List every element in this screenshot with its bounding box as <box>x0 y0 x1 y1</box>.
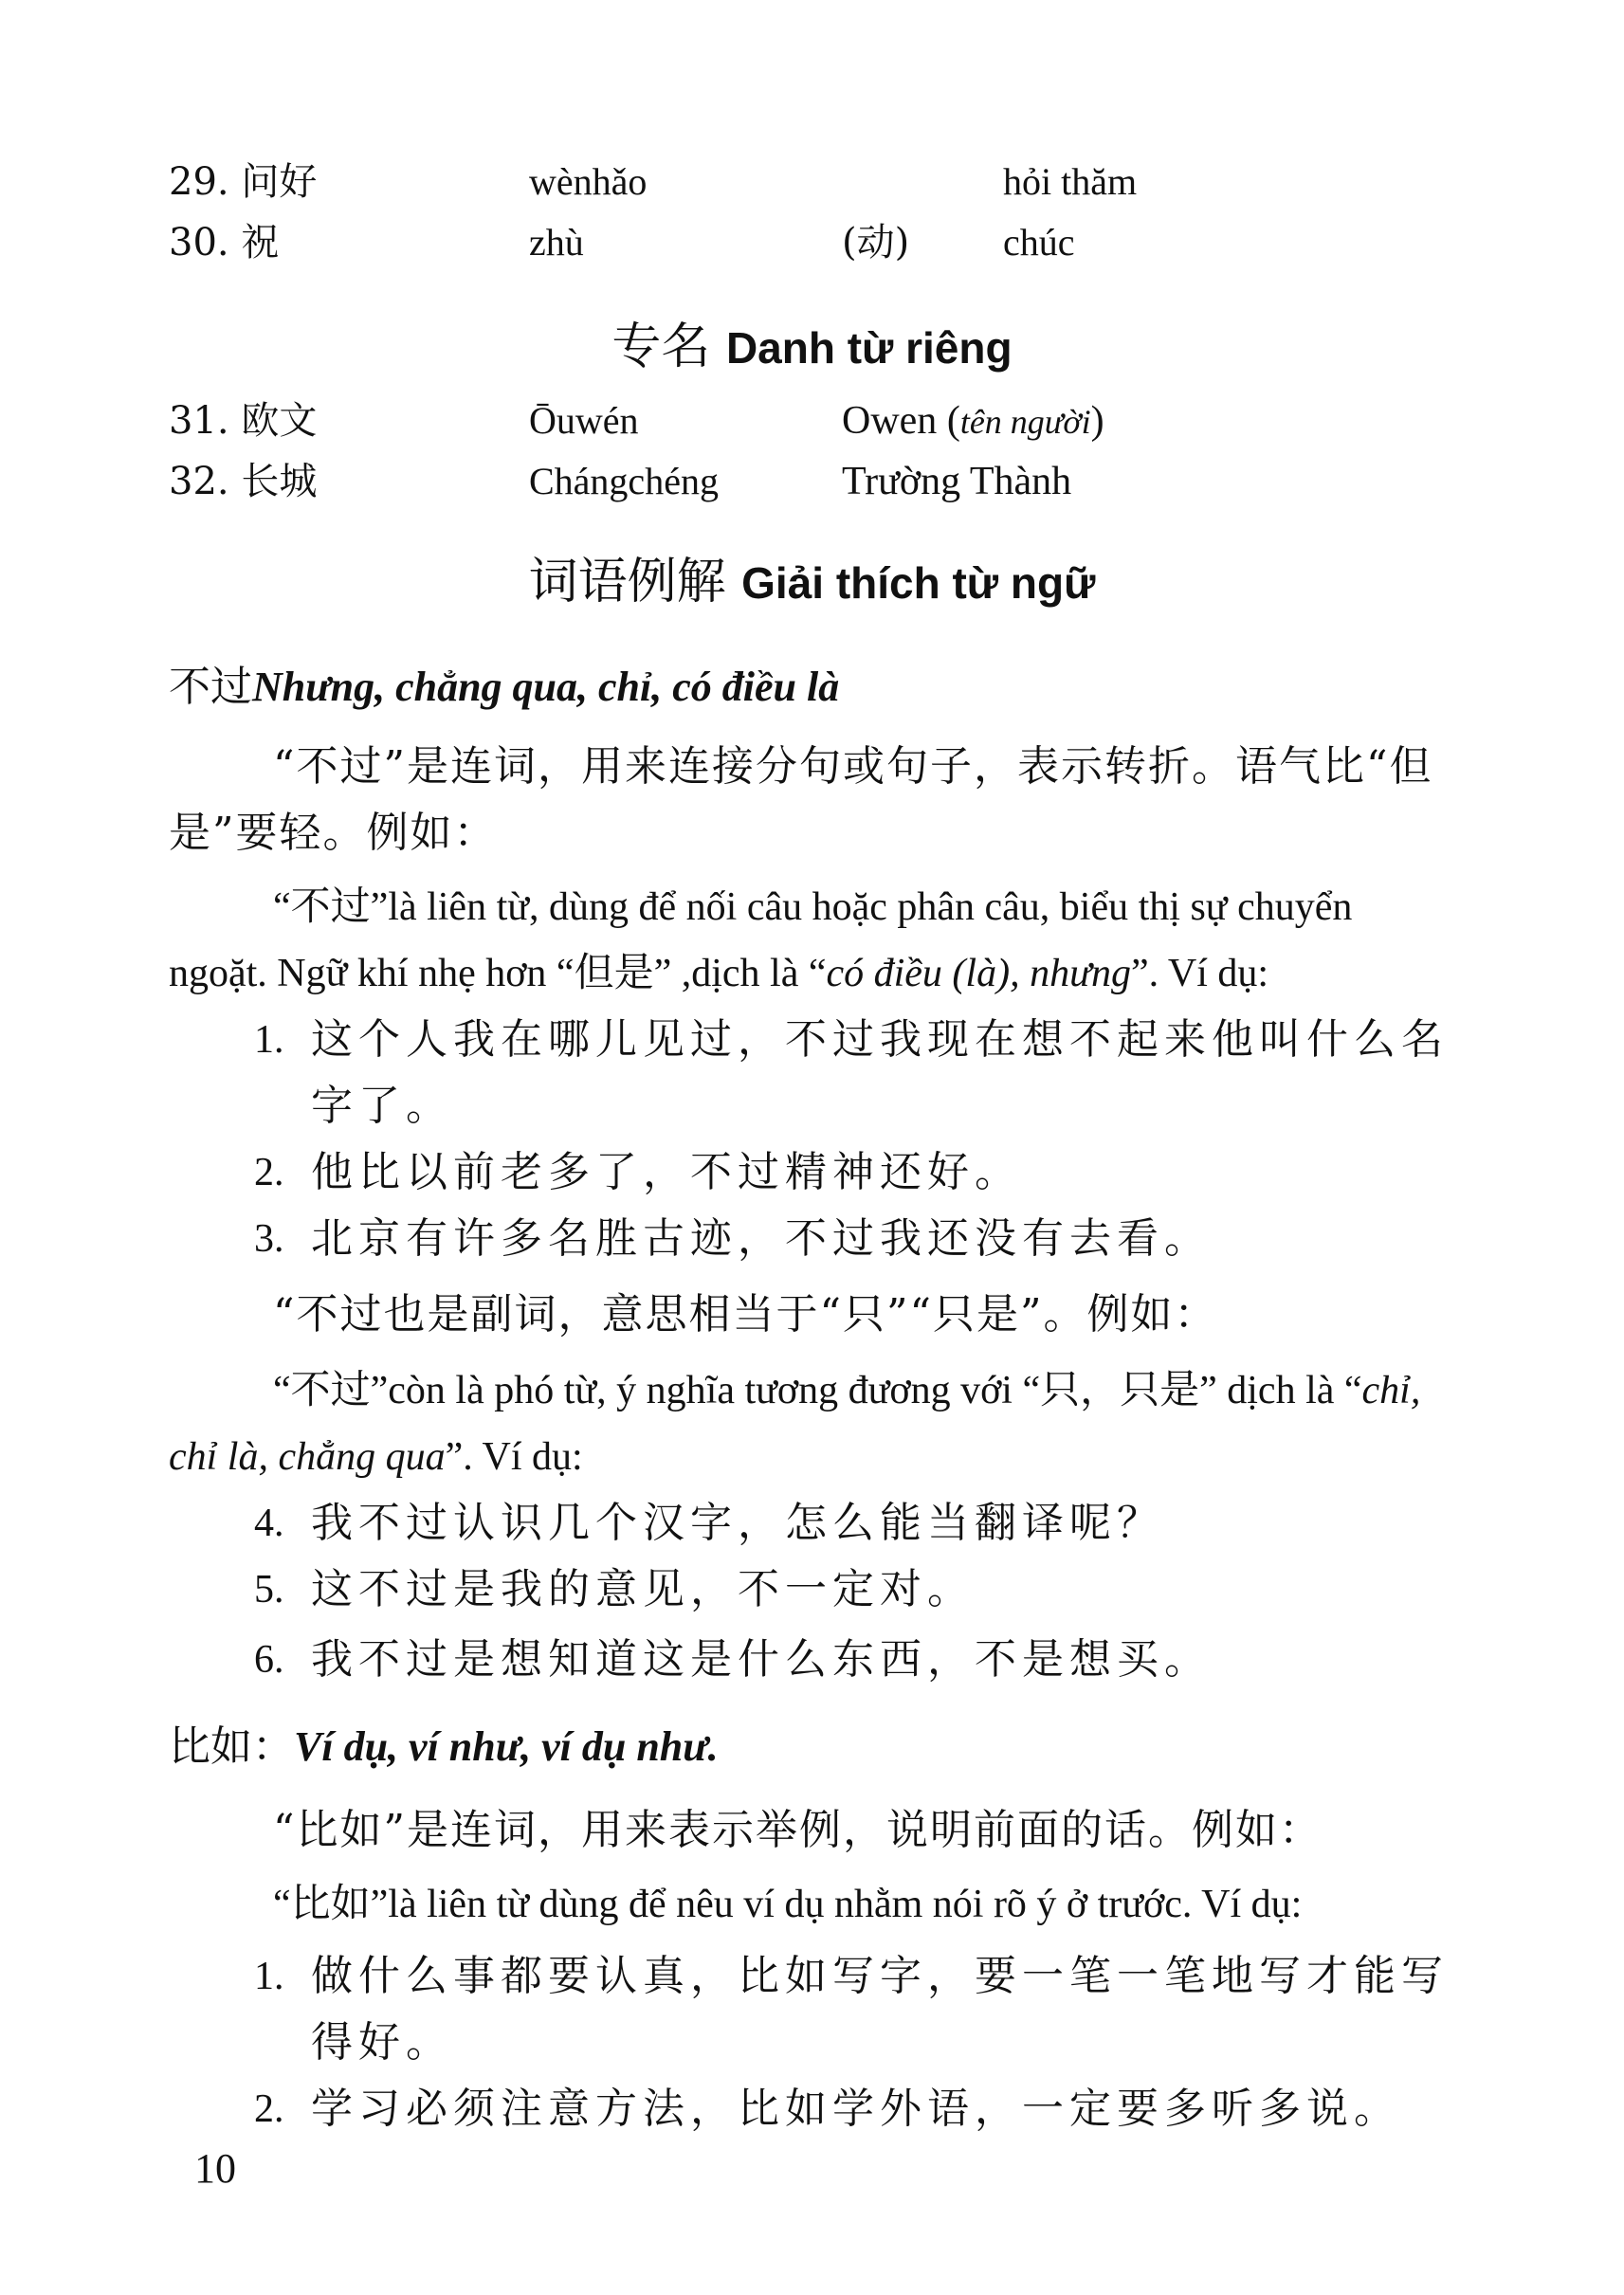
example-sentence: 6. 我不过是想知道这是什么东西，不是想买。 <box>254 1635 1212 1684</box>
explanation-paragraph-vi: “不过”là liên từ, dùng để nối câu hoặc phân câu, biểu thị sự chuyển ngoặt. Ngữ khí nhẹ hơn “但是” ,dịch là “có điều (là), nhưng”. Ví dụ: <box>169 885 1353 995</box>
explanation-title: 词语例解 Giải thích từ ngữ <box>528 554 1096 610</box>
vocab-part-of-speech: (动) <box>842 221 910 264</box>
vocab-word: 32. 长城 <box>169 460 318 503</box>
example-sentence: 1. 做什么事都要认真，比如写字，要一笔一笔地写才能写得好。 <box>254 1952 1449 2067</box>
explanation-paragraph-zh: “不过”是连词，用来连接分句或句子，表示转折。语气比“但是”要轻。例如： <box>169 742 1433 857</box>
vocab-row <box>169 152 1496 212</box>
example-sentence: 5. 这不过是我的意见，不一定对。 <box>254 1565 975 1613</box>
page-number: 10 <box>194 2145 236 2192</box>
vocab-meaning: hỏi thăm <box>1003 160 1138 203</box>
explanation-paragraph-zh: “比如”是连词，用来表示举例，说明前面的话。例如： <box>273 1806 1323 1854</box>
vocab-row <box>169 391 1496 451</box>
vocab-word: 30. 祝 <box>169 221 280 264</box>
vocab-pinyin: wènhǎo <box>529 160 648 203</box>
explanation-paragraph-vi: “不过”còn là phó từ, ý nghĩa tương đương với “只，只是” dịch là “chỉ, chỉ là, chẳng qua”. Ví dụ: <box>169 1369 1421 1479</box>
vocab-meaning: chúc <box>1003 221 1075 264</box>
vocab-pinyin: Chángchéng <box>529 460 719 502</box>
example-sentence: 1. 这个人我在哪儿见过，不过我现在想不起来他叫什么名字了。 <box>254 1015 1449 1130</box>
vocab-row <box>169 451 1496 512</box>
explanation-paragraph-zh: “不过也是副词，意思相当于“只”“只是”。例如： <box>273 1290 1218 1339</box>
vocab-pinyin: Ōuwén <box>529 399 639 442</box>
vocab-meaning: Trường Thành <box>842 460 1072 503</box>
entry-heading: 比如：Ví dụ, ví như, ví dụ như. <box>169 1722 719 1771</box>
proper-nouns-title: 专名 Danh từ riêng <box>611 319 1013 375</box>
example-sentence: 4. 我不过认识几个汉字，怎么能当翻译呢？ <box>254 1499 1164 1547</box>
vocab-word: 31. 欧文 <box>169 399 318 443</box>
example-sentence: 2. 学习必须注意方法，比如学外语，一定要多听多说。 <box>254 2085 1401 2133</box>
vocab-word: 29. 问好 <box>169 160 318 204</box>
example-sentence: 2. 他比以前老多了，不过精神还好。 <box>254 1148 1022 1196</box>
example-sentence: 3. 北京有许多名胜古迹，不过我还没有去看。 <box>254 1214 1212 1263</box>
vocab-pinyin: zhù <box>529 221 584 264</box>
vocab-row <box>169 212 1496 273</box>
entry-heading: 不过Nhưng, chẳng qua, chỉ, có điều là <box>169 663 840 711</box>
explanation-paragraph-vi: “比如”là liên từ dùng để nêu ví dụ nhằm nói rõ ý ở trước. Ví dụ: <box>273 1883 1303 1926</box>
vocab-meaning: Owen (tên người) <box>842 399 1104 443</box>
